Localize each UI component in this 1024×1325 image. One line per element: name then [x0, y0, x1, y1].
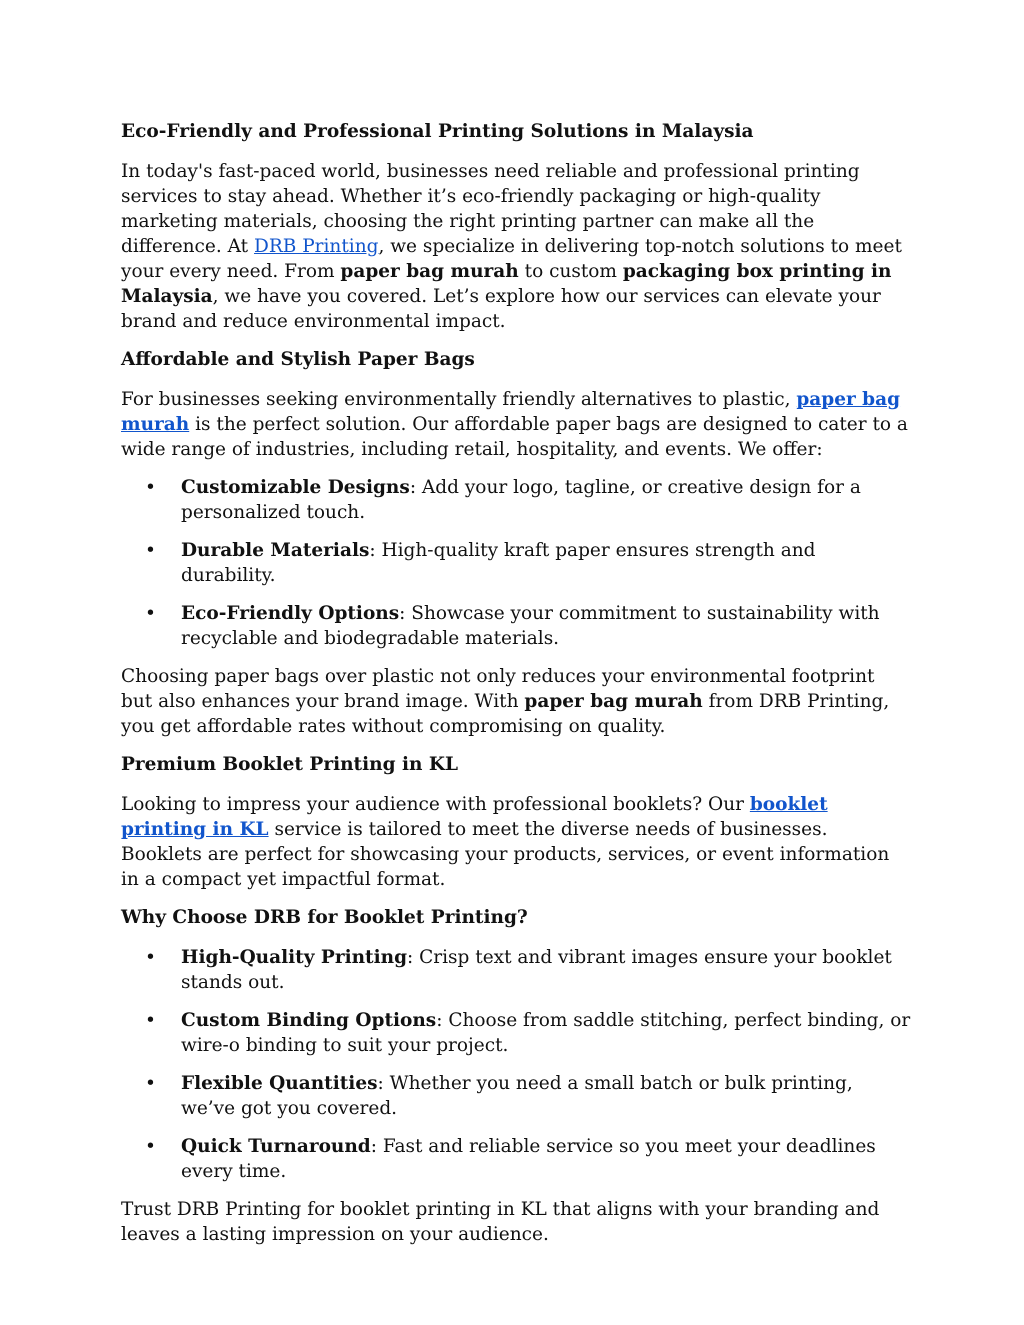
- bullet: •: [145, 1073, 156, 1094]
- closing-paragraph: Trust DRB Printing for booklet printing in KL that aligns with your branding and leaves a lasting impression on your audience.: [121, 1199, 880, 1245]
- section-title-why-choose: Why Choose DRB for Booklet Printing?: [121, 907, 528, 928]
- bullet: •: [145, 1136, 156, 1157]
- list-item: [121, 475, 911, 525]
- bullet: •: [145, 947, 156, 968]
- bullet-text: : Showcase your commitment to sustainability with recyclable and biodegradable materials.: [181, 603, 880, 649]
- bullet-text: : Crisp text and vibrant images ensure your booklet stands out.: [181, 947, 892, 993]
- list-item: [121, 538, 911, 588]
- text: service is tailored to meet the diverse needs of businesses. Booklets are perfect for showcasing your products, services, or event information in a compact yet impactful format.: [121, 819, 890, 890]
- bold-text: paper bag murah: [524, 691, 703, 712]
- booklet-features-list: [121, 945, 911, 1184]
- bullet-text: : High-quality kraft paper ensures strength and durability.: [181, 540, 816, 586]
- paper-bag-features-list: [121, 475, 911, 651]
- list-item: [121, 1134, 911, 1184]
- text: Looking to impress your audience with professional booklets? Our: [121, 794, 750, 815]
- bullet-term: Quick Turnaround: [181, 1136, 371, 1157]
- text: Choosing paper bags over plastic not only reduces your environmental footprint but also enhances your brand image. With: [121, 666, 875, 712]
- bullet: •: [145, 603, 156, 624]
- bullet-term: Custom Binding Options: [181, 1010, 437, 1031]
- bullet-text: : Whether you need a small batch or bulk printing, we’ve got you covered.: [181, 1073, 853, 1119]
- bullet: •: [145, 540, 156, 561]
- booklet-paragraph: [121, 792, 911, 892]
- bullet-term: Customizable Designs: [181, 477, 410, 498]
- section-title-eco-friendly: Eco-Friendly and Professional Printing Solutions in Malaysia: [121, 121, 754, 142]
- bullet-text: : Choose from saddle stitching, perfect binding, or wire-o binding to suit your project.: [181, 1010, 911, 1056]
- bold-text: paper bag murah: [340, 261, 519, 282]
- bullet: •: [145, 477, 156, 498]
- drb-printing-link[interactable]: DRB Printing: [253, 236, 379, 257]
- text: For businesses seeking environmentally friendly alternatives to plastic,: [121, 389, 797, 410]
- document-body: [121, 119, 911, 1260]
- bullet-term: High-Quality Printing: [181, 947, 408, 968]
- bold-text: packaging box printing in Malaysia: [121, 261, 892, 307]
- list-item: [121, 1008, 911, 1058]
- section-title-booklet: Premium Booklet Printing in KL: [121, 754, 458, 775]
- text: , we specialize in delivering top-notch solutions to meet your every need. From: [121, 236, 902, 282]
- text: , we have you covered. Let’s explore how our services can elevate your brand and reduce environmental impact.: [121, 286, 881, 332]
- text: to custom: [518, 261, 623, 282]
- intro-paragraph: [121, 159, 911, 334]
- bullet-term: Eco-Friendly Options: [181, 603, 400, 624]
- text: from DRB Printing, you get affordable rates without compromising on quality.: [121, 691, 890, 737]
- bullet-term: Durable Materials: [181, 540, 370, 561]
- paper-bags-closing-paragraph: [121, 664, 911, 739]
- bullet-text: : Fast and reliable service so you meet your deadlines every time.: [181, 1136, 876, 1182]
- list-item: [121, 601, 911, 651]
- text: is the perfect solution. Our affordable paper bags are designed to cater to a wide range of industries, including retail, hospitality, and events. We offer:: [121, 414, 908, 460]
- bullet-term: Flexible Quantities: [181, 1073, 378, 1094]
- bullet-text: : Add your logo, tagline, or creative design for a personalized touch.: [181, 477, 861, 523]
- paper-bag-murah-link[interactable]: paper bag murah: [121, 389, 901, 435]
- list-item: [121, 1071, 911, 1121]
- booklet-printing-link[interactable]: booklet printing in KL: [121, 794, 828, 840]
- list-item: [121, 945, 911, 995]
- section-title-paper-bags: Affordable and Stylish Paper Bags: [121, 349, 475, 370]
- text: In today's fast-paced world, businesses need reliable and professional printing services to stay ahead. Whether it’s eco-friendly packaging or high-quality marketing materials, choosing the right printing partner can make all the difference. At: [121, 161, 860, 257]
- paper-bags-paragraph: [121, 387, 911, 462]
- bullet: •: [145, 1010, 156, 1031]
